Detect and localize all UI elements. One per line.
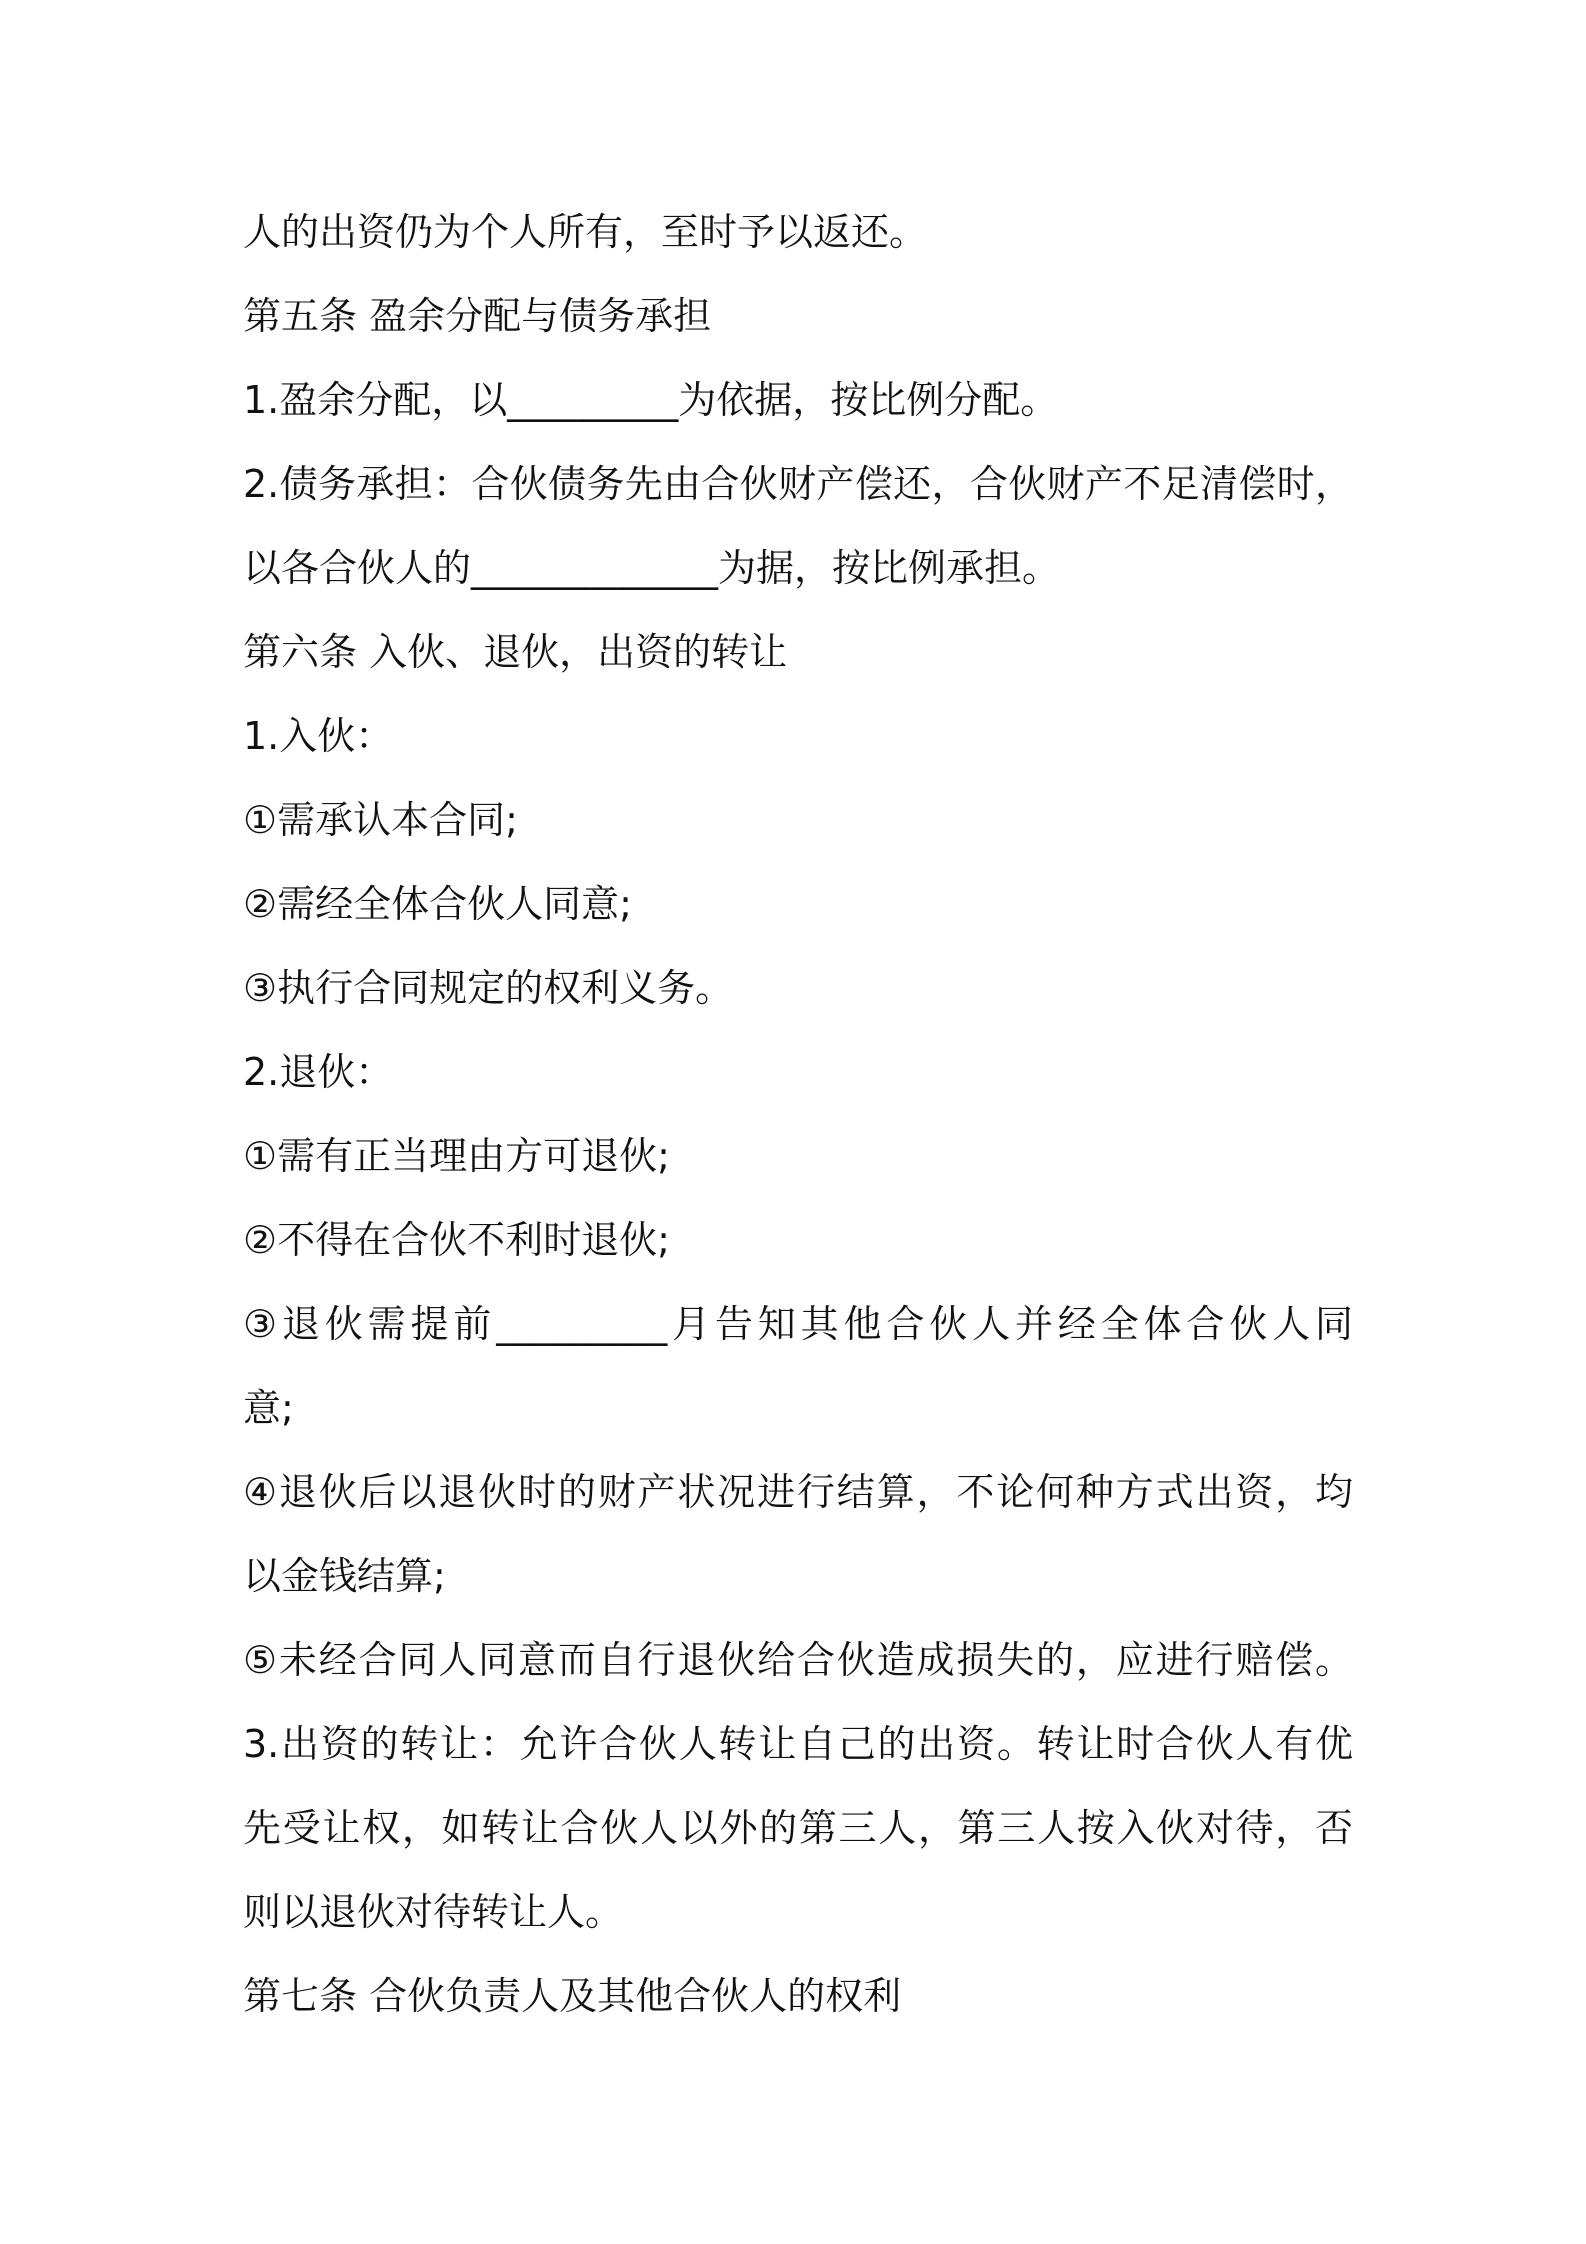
text-line-17: 以金钱结算; xyxy=(243,1554,446,1598)
document-body xyxy=(243,190,1363,2038)
text-line-9: ②需经全体合伙人同意; xyxy=(243,882,632,926)
text-line-5: 以各合伙人的_____________为据，按比例承担。 xyxy=(243,546,1061,590)
article-6-heading: 第六条 入伙、退伙，出资的转让 xyxy=(243,630,788,674)
text-line-4: 2.债务承担：合伙债务先由合伙财产偿还，合伙财产不足清偿时， xyxy=(243,462,1353,506)
text-line-21: 则以退伙对待转让人。 xyxy=(243,1890,624,1934)
text-line-18: ⑤未经合同人同意而自行退伙给合伙造成损失的，应进行赔偿。 xyxy=(243,1638,1353,1682)
text-line-8: ①需承认本合同; xyxy=(243,798,518,842)
article-7-heading: 第七条 合伙负责人及其他合伙人的权利 xyxy=(243,1974,902,2018)
text-line-7: 1.入伙： xyxy=(243,714,394,758)
text-line-1: 人的出资仍为个人所有，至时予以返还。 xyxy=(243,210,928,254)
text-line-19: 3.出资的转让：允许合伙人转让自己的出资。转让时合伙人有优 xyxy=(243,1722,1353,1766)
text-line-12: ①需有正当理由方可退伙; xyxy=(243,1134,670,1178)
text-line-13: ②不得在合伙不利时退伙; xyxy=(243,1218,670,1262)
text-line-11: 2.退伙： xyxy=(243,1050,394,1094)
article-5-heading: 第五条 盈余分配与债务承担 xyxy=(243,294,712,338)
text-line-16: ④退伙后以退伙时的财产状况进行结算，不论何种方式出资，均 xyxy=(243,1470,1353,1514)
text-line-3: 1.盈余分配，以_________为依据，按比例分配。 xyxy=(243,378,1059,422)
text-line-14: ③退伙需提前_________月告知其他合伙人并经全体合伙人同 xyxy=(243,1302,1353,1346)
text-line-20: 先受让权，如转让合伙人以外的第三人，第三人按入伙对待，否 xyxy=(243,1806,1353,1850)
text-line-10: ③执行合同规定的权利义务。 xyxy=(243,966,734,1010)
text-line-15: 意; xyxy=(243,1386,294,1430)
